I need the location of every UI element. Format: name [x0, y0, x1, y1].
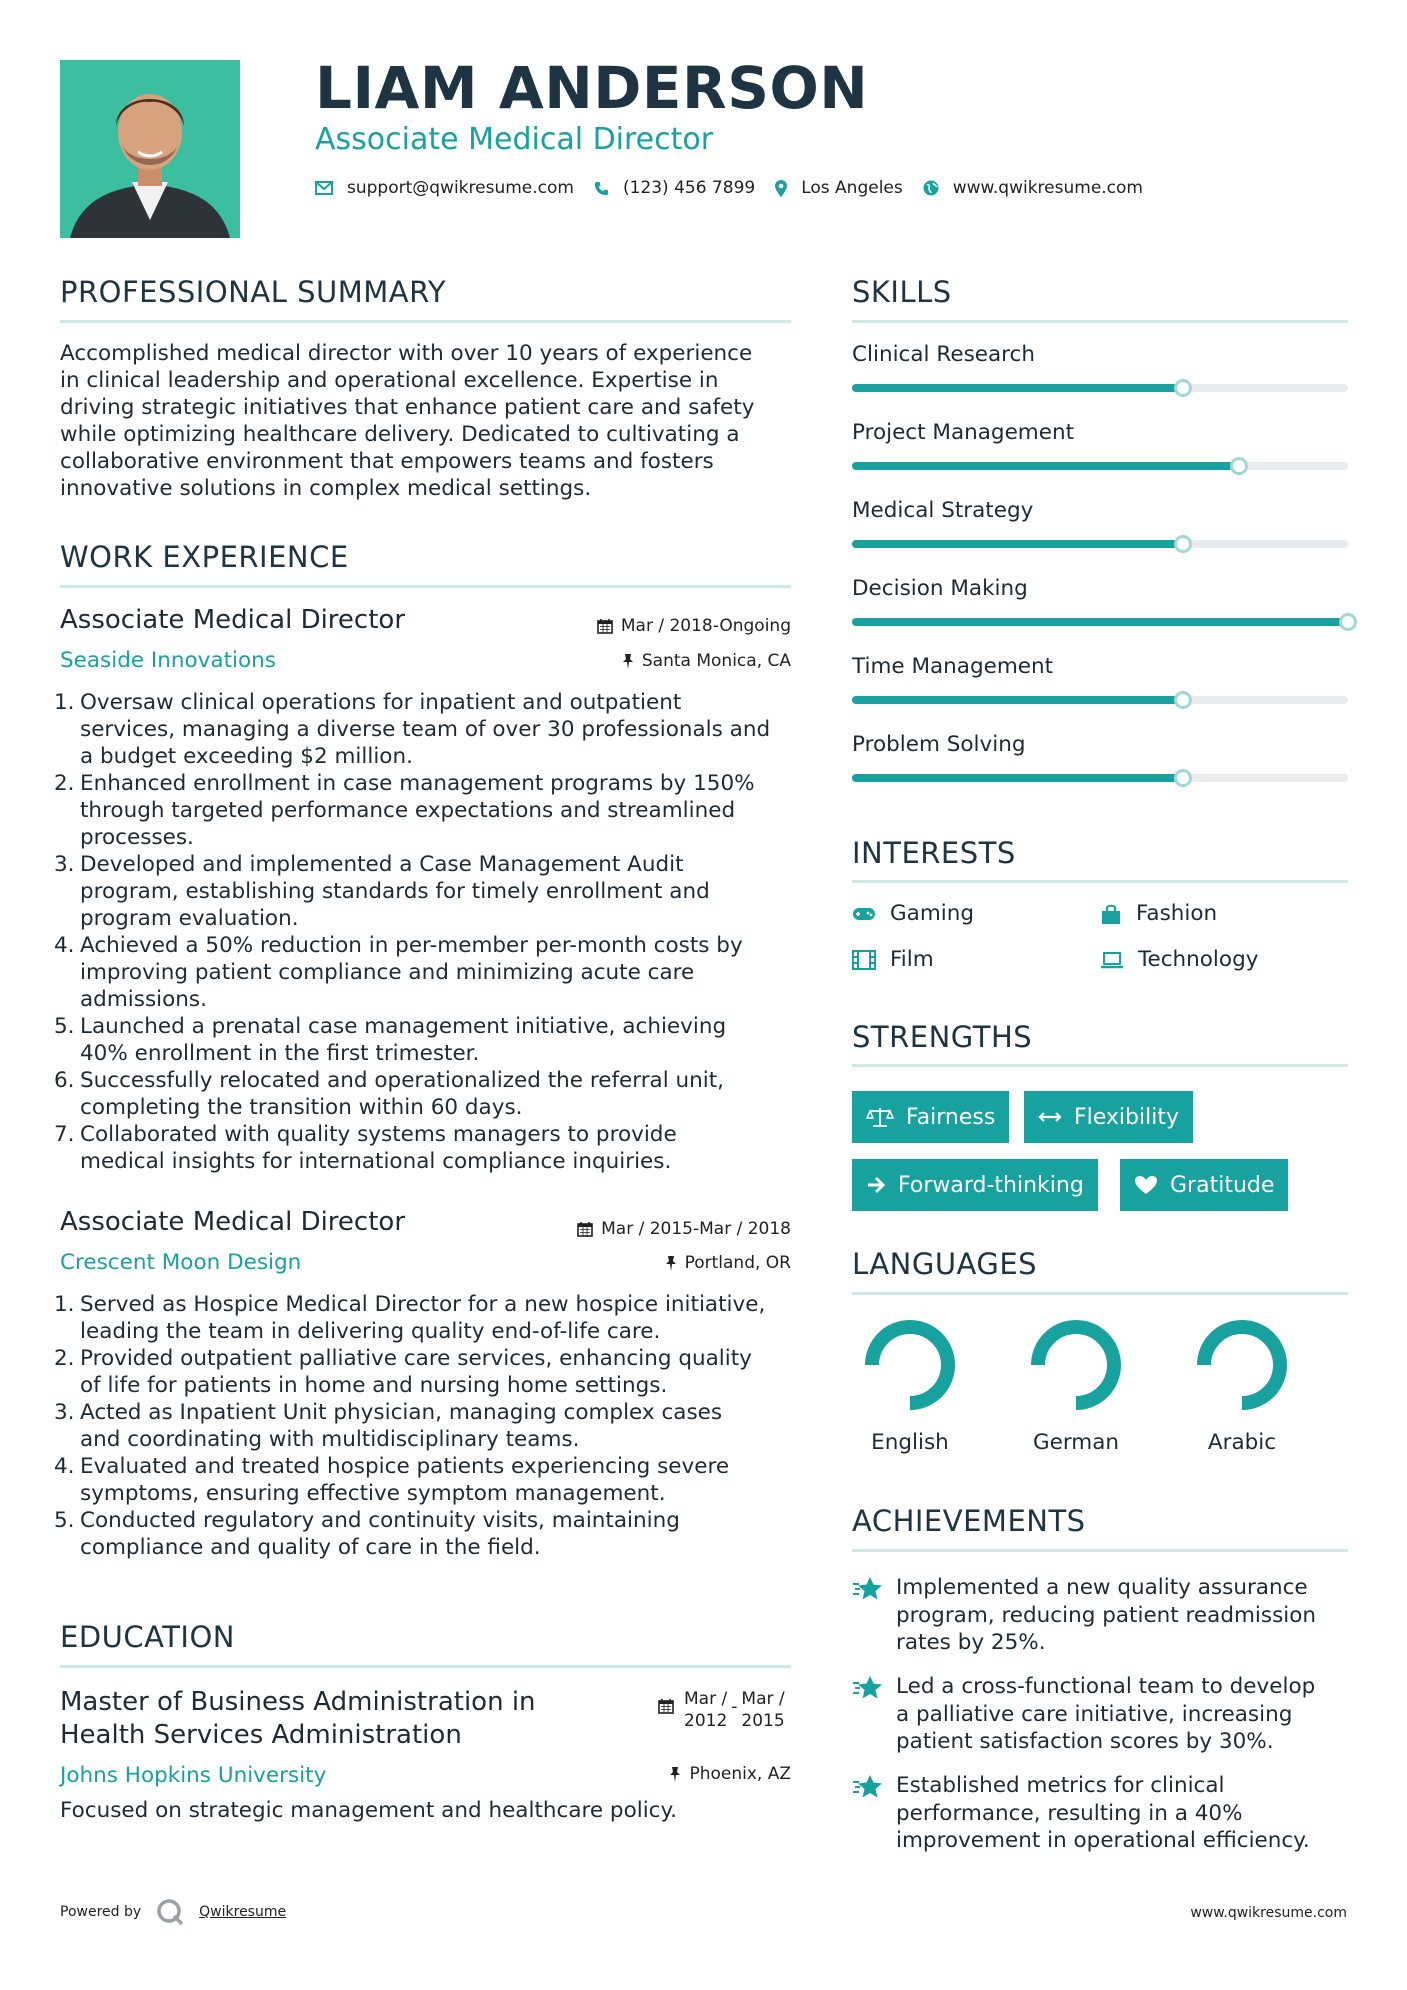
language-dial — [1182, 1318, 1302, 1412]
item-line: Oversaw clinical operations for inpatient and outpatient — [80, 690, 682, 715]
language-item — [1182, 1318, 1302, 1455]
strength-tag — [1024, 1091, 1193, 1143]
skill-fill — [852, 462, 1239, 470]
achievement-line: improvement in operational efficiency. — [896, 1828, 1310, 1853]
job-company: Seaside Innovations — [60, 648, 276, 673]
summary-line: innovative solutions in complex medical settings. — [60, 476, 592, 501]
item-line: medical insights for international compliance inquiries. — [80, 1149, 672, 1174]
education-heading: EDUCATION — [60, 1620, 236, 1654]
summary-line: while optimizing healthcare delivery. Dedicated to cultivating a — [60, 422, 740, 447]
item-line: program, establishing standards for timely enrollment and — [80, 879, 710, 904]
skill-knob[interactable] — [1174, 379, 1192, 397]
achievement-line: patient satisfaction scores by 30%. — [896, 1729, 1274, 1754]
degree-title — [60, 1686, 536, 1752]
achievement-line: program, reducing patient readmission — [896, 1602, 1317, 1628]
arrow-right-icon — [866, 1176, 886, 1194]
skill-track — [852, 462, 1348, 470]
achievement-line: Implemented a new quality assurance — [896, 1575, 1308, 1600]
list-item — [54, 1453, 800, 1507]
interest-label: Fashion — [1136, 901, 1218, 926]
item-line: Successfully relocated and operationalized the referral unit, — [80, 1068, 725, 1093]
contact-location — [775, 178, 903, 198]
strength-label: Gratitude — [1170, 1172, 1275, 1198]
skill-name: Decision Making — [852, 576, 1028, 601]
achievement-item — [852, 1772, 1352, 1855]
item-line: symptoms, ensuring effective symptom management. — [80, 1481, 666, 1506]
item-line: improving patient compliance and minimizing acute care — [80, 960, 695, 985]
achievement-item — [852, 1574, 1352, 1657]
date-start-month: Mar / — [684, 1689, 728, 1709]
phone-text: (123) 456 7899 — [622, 178, 756, 198]
item-line: completing the transition within 60 days. — [80, 1095, 523, 1120]
strength-label: Fairness — [906, 1104, 996, 1130]
list-item — [54, 1013, 800, 1067]
location-text: Los Angeles — [801, 178, 903, 198]
item-line: admissions. — [80, 987, 207, 1012]
pushpin-icon — [665, 1255, 677, 1271]
item-line: and coordinating with multidisciplinary teams. — [80, 1427, 580, 1452]
item-line: Achieved a 50% reduction in per-member per-month costs by — [80, 933, 743, 958]
achievement-line: a palliative care initiative, increasing — [896, 1701, 1293, 1727]
item-number: 2. — [54, 771, 75, 796]
education-date — [658, 1688, 785, 1732]
summary-line: collaborative environment that empowers teams and fosters — [60, 449, 714, 474]
job-bullets — [54, 689, 800, 1175]
item-line: program evaluation. — [80, 906, 299, 931]
film-icon — [852, 950, 876, 970]
skill-fill — [852, 618, 1348, 626]
degree-line: Master of Business Administration in — [60, 1687, 536, 1717]
interest-label: Film — [890, 947, 934, 972]
skill-item — [852, 498, 1348, 523]
item-number: 7. — [54, 1122, 75, 1147]
list-item — [54, 1067, 800, 1121]
skill-name: Medical Strategy — [852, 498, 1034, 523]
star-badge-icon — [852, 1774, 884, 1800]
list-item — [54, 1399, 800, 1453]
language-item — [850, 1318, 970, 1455]
item-line: Conducted regulatory and continuity visits, maintaining — [80, 1508, 680, 1533]
pushpin-icon — [669, 1766, 681, 1782]
achievement-line: rates by 25%. — [896, 1630, 1046, 1655]
gamepad-icon — [852, 906, 876, 922]
skill-name: Clinical Research — [852, 342, 1035, 367]
date-separator: - — [731, 1697, 738, 1717]
item-line: Collaborated with quality systems managers to provide — [80, 1122, 677, 1147]
list-item — [54, 932, 800, 1013]
skills-heading: SKILLS — [852, 275, 952, 309]
envelope-icon — [315, 181, 333, 195]
language-level-arc — [872, 1327, 948, 1403]
website-text: www.qwikresume.com — [952, 178, 1143, 198]
job-bullets — [54, 1291, 800, 1561]
language-name: Arabic — [1207, 1430, 1277, 1455]
contact-email[interactable] — [315, 178, 574, 198]
brand-link[interactable]: Qwikresume — [199, 1904, 287, 1920]
strength-label: Forward-thinking — [898, 1172, 1084, 1198]
job-location-text: Santa Monica, CA — [641, 651, 791, 671]
item-number: 3. — [54, 852, 75, 877]
skill-knob[interactable] — [1230, 457, 1248, 475]
skill-item — [852, 342, 1348, 367]
strength-tag — [1120, 1159, 1288, 1211]
item-number: 1. — [54, 1292, 75, 1317]
date-end-year: 2015 — [741, 1711, 785, 1731]
languages-rule — [852, 1292, 1348, 1295]
education-description: Focused on strategic management and healthcare policy. — [60, 1798, 677, 1823]
item-number: 3. — [54, 1400, 75, 1425]
list-item — [54, 1121, 800, 1175]
job-date — [480, 616, 791, 636]
powered-by-text: Powered by — [60, 1904, 142, 1920]
email-text: support@qwikresume.com — [347, 178, 574, 198]
skill-name: Project Management — [852, 420, 1075, 445]
skill-name: Time Management — [852, 654, 1054, 679]
achievements-heading: ACHIEVEMENTS — [852, 1504, 1086, 1538]
item-line: Acted as Inpatient Unit physician, managing complex cases — [80, 1400, 723, 1425]
phone-icon — [594, 181, 609, 196]
date-end-month: Mar / — [741, 1689, 785, 1709]
contact-website[interactable] — [923, 178, 1143, 198]
skill-track — [852, 384, 1348, 392]
item-line: Evaluated and treated hospice patients experiencing severe — [80, 1454, 730, 1479]
job-title: Associate Medical Director — [60, 605, 406, 635]
item-number: 2. — [54, 1346, 75, 1371]
summary-rule — [60, 320, 791, 323]
item-line: through targeted performance expectations and streamlined — [80, 798, 736, 823]
summary-line: in clinical leadership and operational excellence. Expertise in — [60, 368, 719, 393]
job-date-text: Mar / 2018-Ongoing — [620, 616, 791, 636]
skill-knob[interactable] — [1339, 613, 1357, 631]
heart-icon — [1134, 1175, 1158, 1195]
summary-line: driving strategic initiatives that enhance patient care and safety — [60, 395, 755, 420]
strengths-rule — [852, 1064, 1348, 1067]
candidate-title: Associate Medical Director — [315, 122, 714, 157]
item-line: Provided outpatient palliative care services, enhancing quality — [80, 1346, 752, 1371]
item-number: 5. — [54, 1014, 75, 1039]
item-line: 40% enrollment in the first trimester. — [80, 1041, 480, 1066]
achievement-line: performance, resulting in a 40% — [896, 1800, 1243, 1826]
arrows-horizontal-icon — [1038, 1110, 1062, 1124]
map-pin-icon — [775, 180, 787, 197]
education-rule — [60, 1665, 791, 1668]
skill-name: Problem Solving — [852, 732, 1026, 757]
candidate-name: LIAM ANDERSON — [315, 54, 869, 122]
education-location — [480, 1764, 791, 1784]
star-badge-icon — [852, 1675, 884, 1701]
experience-heading: WORK EXPERIENCE — [60, 540, 349, 574]
summary-text — [60, 340, 800, 502]
summary-heading: PROFESSIONAL SUMMARY — [60, 275, 447, 309]
item-number: 6. — [54, 1068, 75, 1093]
language-dial — [1016, 1318, 1136, 1412]
school-name: Johns Hopkins University — [60, 1763, 327, 1788]
item-line: of life for patients in home and nursing home settings. — [80, 1373, 668, 1398]
list-item — [54, 1507, 800, 1561]
calendar-icon — [577, 1221, 593, 1237]
interest-label: Technology — [1138, 947, 1259, 972]
date-start-year: 2012 — [684, 1711, 728, 1731]
summary-line: Accomplished medical director with over 10 years of experience — [60, 341, 753, 366]
item-line: Enhanced enrollment in case management programs by 150% — [80, 771, 755, 796]
achievement-line: Established metrics for clinical — [896, 1773, 1225, 1798]
item-line: leading the team in delivering quality end-of-life care. — [80, 1319, 661, 1344]
shopping-bag-icon — [1100, 903, 1122, 925]
strength-label: Flexibility — [1074, 1104, 1179, 1130]
job-location — [480, 651, 791, 671]
language-name: English — [871, 1430, 949, 1455]
skill-item — [852, 654, 1348, 679]
strength-tag — [852, 1159, 1098, 1211]
item-number: 4. — [54, 933, 75, 958]
experience-rule — [60, 585, 791, 588]
item-line: Launched a prenatal case management initiative, achieving — [80, 1014, 727, 1039]
language-dial — [850, 1318, 970, 1412]
achievements-rule — [852, 1549, 1348, 1552]
calendar-icon — [658, 1698, 674, 1714]
language-name: German — [1032, 1430, 1120, 1455]
pushpin-icon — [622, 653, 634, 669]
interest-film — [852, 947, 934, 972]
achievement-line: Led a cross-functional team to develop — [896, 1674, 1316, 1699]
item-line: services, managing a diverse team of over 30 professionals and — [80, 717, 771, 742]
list-item — [54, 851, 800, 932]
skills-rule — [852, 320, 1348, 323]
interest-label: Gaming — [890, 901, 975, 926]
item-number: 4. — [54, 1454, 75, 1479]
footer-powered-by — [60, 1897, 286, 1927]
interest-technology — [1100, 947, 1258, 972]
job-location — [480, 1253, 791, 1273]
balance-scale-icon — [866, 1106, 894, 1128]
language-item — [1016, 1318, 1136, 1455]
language-level-arc — [1204, 1327, 1280, 1403]
item-line: a budget exceeding $2 million. — [80, 744, 413, 769]
strengths-heading: STRENGTHS — [852, 1020, 1033, 1054]
job-date-text: Mar / 2015-Mar / 2018 — [601, 1219, 791, 1239]
globe-icon — [923, 180, 939, 196]
skill-fill — [852, 696, 1183, 704]
skill-knob[interactable] — [1174, 769, 1192, 787]
job-title: Associate Medical Director — [60, 1207, 406, 1237]
skill-knob[interactable] — [1174, 691, 1192, 709]
skill-item — [852, 576, 1348, 601]
interests-heading: INTERESTS — [852, 836, 1016, 870]
list-item — [54, 1345, 800, 1399]
skill-fill — [852, 774, 1183, 782]
star-badge-icon — [852, 1576, 884, 1602]
list-item — [54, 689, 800, 770]
contact-bar — [315, 178, 1163, 198]
skill-track — [852, 540, 1348, 548]
achievement-item — [852, 1673, 1352, 1756]
item-line: Developed and implemented a Case Management Audit — [80, 852, 684, 877]
skill-knob[interactable] — [1174, 535, 1192, 553]
calendar-icon — [597, 618, 613, 634]
skill-item — [852, 732, 1348, 757]
interest-fashion — [1100, 901, 1217, 926]
item-number: 5. — [54, 1508, 75, 1533]
qwikresume-logo-icon — [155, 1897, 185, 1927]
item-number: 1. — [54, 690, 75, 715]
skill-fill — [852, 384, 1183, 392]
laptop-icon — [1100, 951, 1124, 969]
item-line: processes. — [80, 825, 194, 850]
skill-fill — [852, 540, 1183, 548]
item-line: Served as Hospice Medical Director for a new hospice initiative, — [80, 1292, 766, 1317]
job-location-text: Portland, OR — [684, 1253, 791, 1273]
list-item — [54, 770, 800, 851]
skill-track — [852, 618, 1348, 626]
contact-phone[interactable] — [594, 178, 755, 198]
job-date — [480, 1219, 791, 1239]
education-location-text: Phoenix, AZ — [689, 1764, 791, 1784]
interest-gaming — [852, 901, 974, 926]
language-level-arc — [1038, 1327, 1114, 1403]
languages-heading: LANGUAGES — [852, 1247, 1038, 1281]
degree-line: Health Services Administration — [60, 1720, 462, 1750]
item-line: compliance and quality of care in the field. — [80, 1535, 541, 1560]
job-company: Crescent Moon Design — [60, 1250, 302, 1275]
list-item — [54, 1291, 800, 1345]
profile-photo — [60, 60, 240, 238]
skill-track — [852, 774, 1348, 782]
skill-item — [852, 420, 1348, 445]
footer-site-link[interactable]: www.qwikresume.com — [1190, 1905, 1347, 1921]
interests-rule — [852, 880, 1348, 883]
strength-tag — [852, 1091, 1009, 1143]
skill-track — [852, 696, 1348, 704]
